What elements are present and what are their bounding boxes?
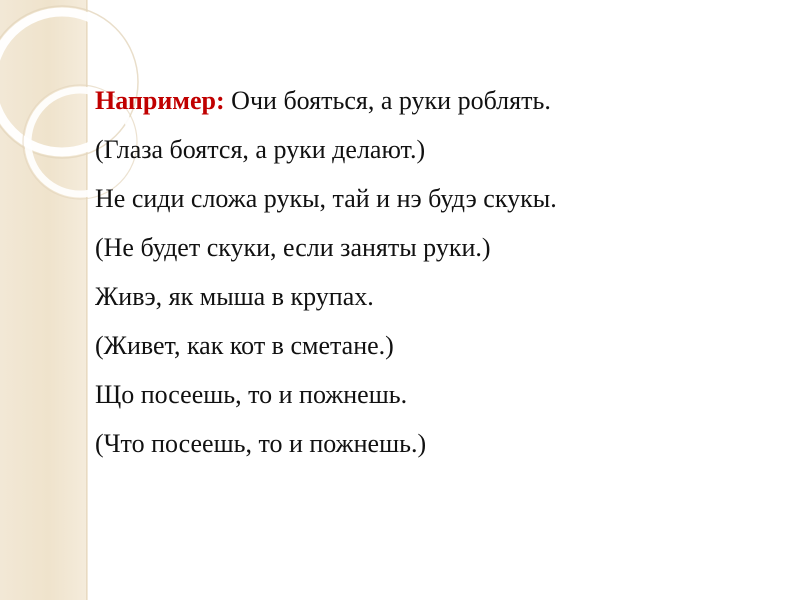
band-edge-line — [86, 0, 88, 600]
text-line-2: (Глаза боятся, а руки делают.) — [95, 135, 426, 164]
text-line-5: Живэ, як мыша в крупах. — [95, 282, 374, 311]
text-line-6: (Живет, как кот в сметане.) — [95, 331, 394, 360]
text-line-3: Не сиди сложа рукы, тай и нэ будэ скукы. — [95, 184, 557, 213]
text-line-4: (Не будет скуки, если заняты руки.) — [95, 233, 491, 262]
text-line-8: (Что посеешь, то и пожнешь.) — [95, 429, 427, 458]
left-decorative-band — [0, 0, 88, 600]
text-line-1 — [95, 76, 785, 125]
example-label: Например: — [95, 86, 225, 115]
proverb-dialect-1: Очи боятьcя, а руки роблять. — [231, 86, 551, 115]
text-line-7: Що посеешь, то и пожнешь. — [95, 380, 408, 409]
slide-text-block — [95, 76, 785, 468]
